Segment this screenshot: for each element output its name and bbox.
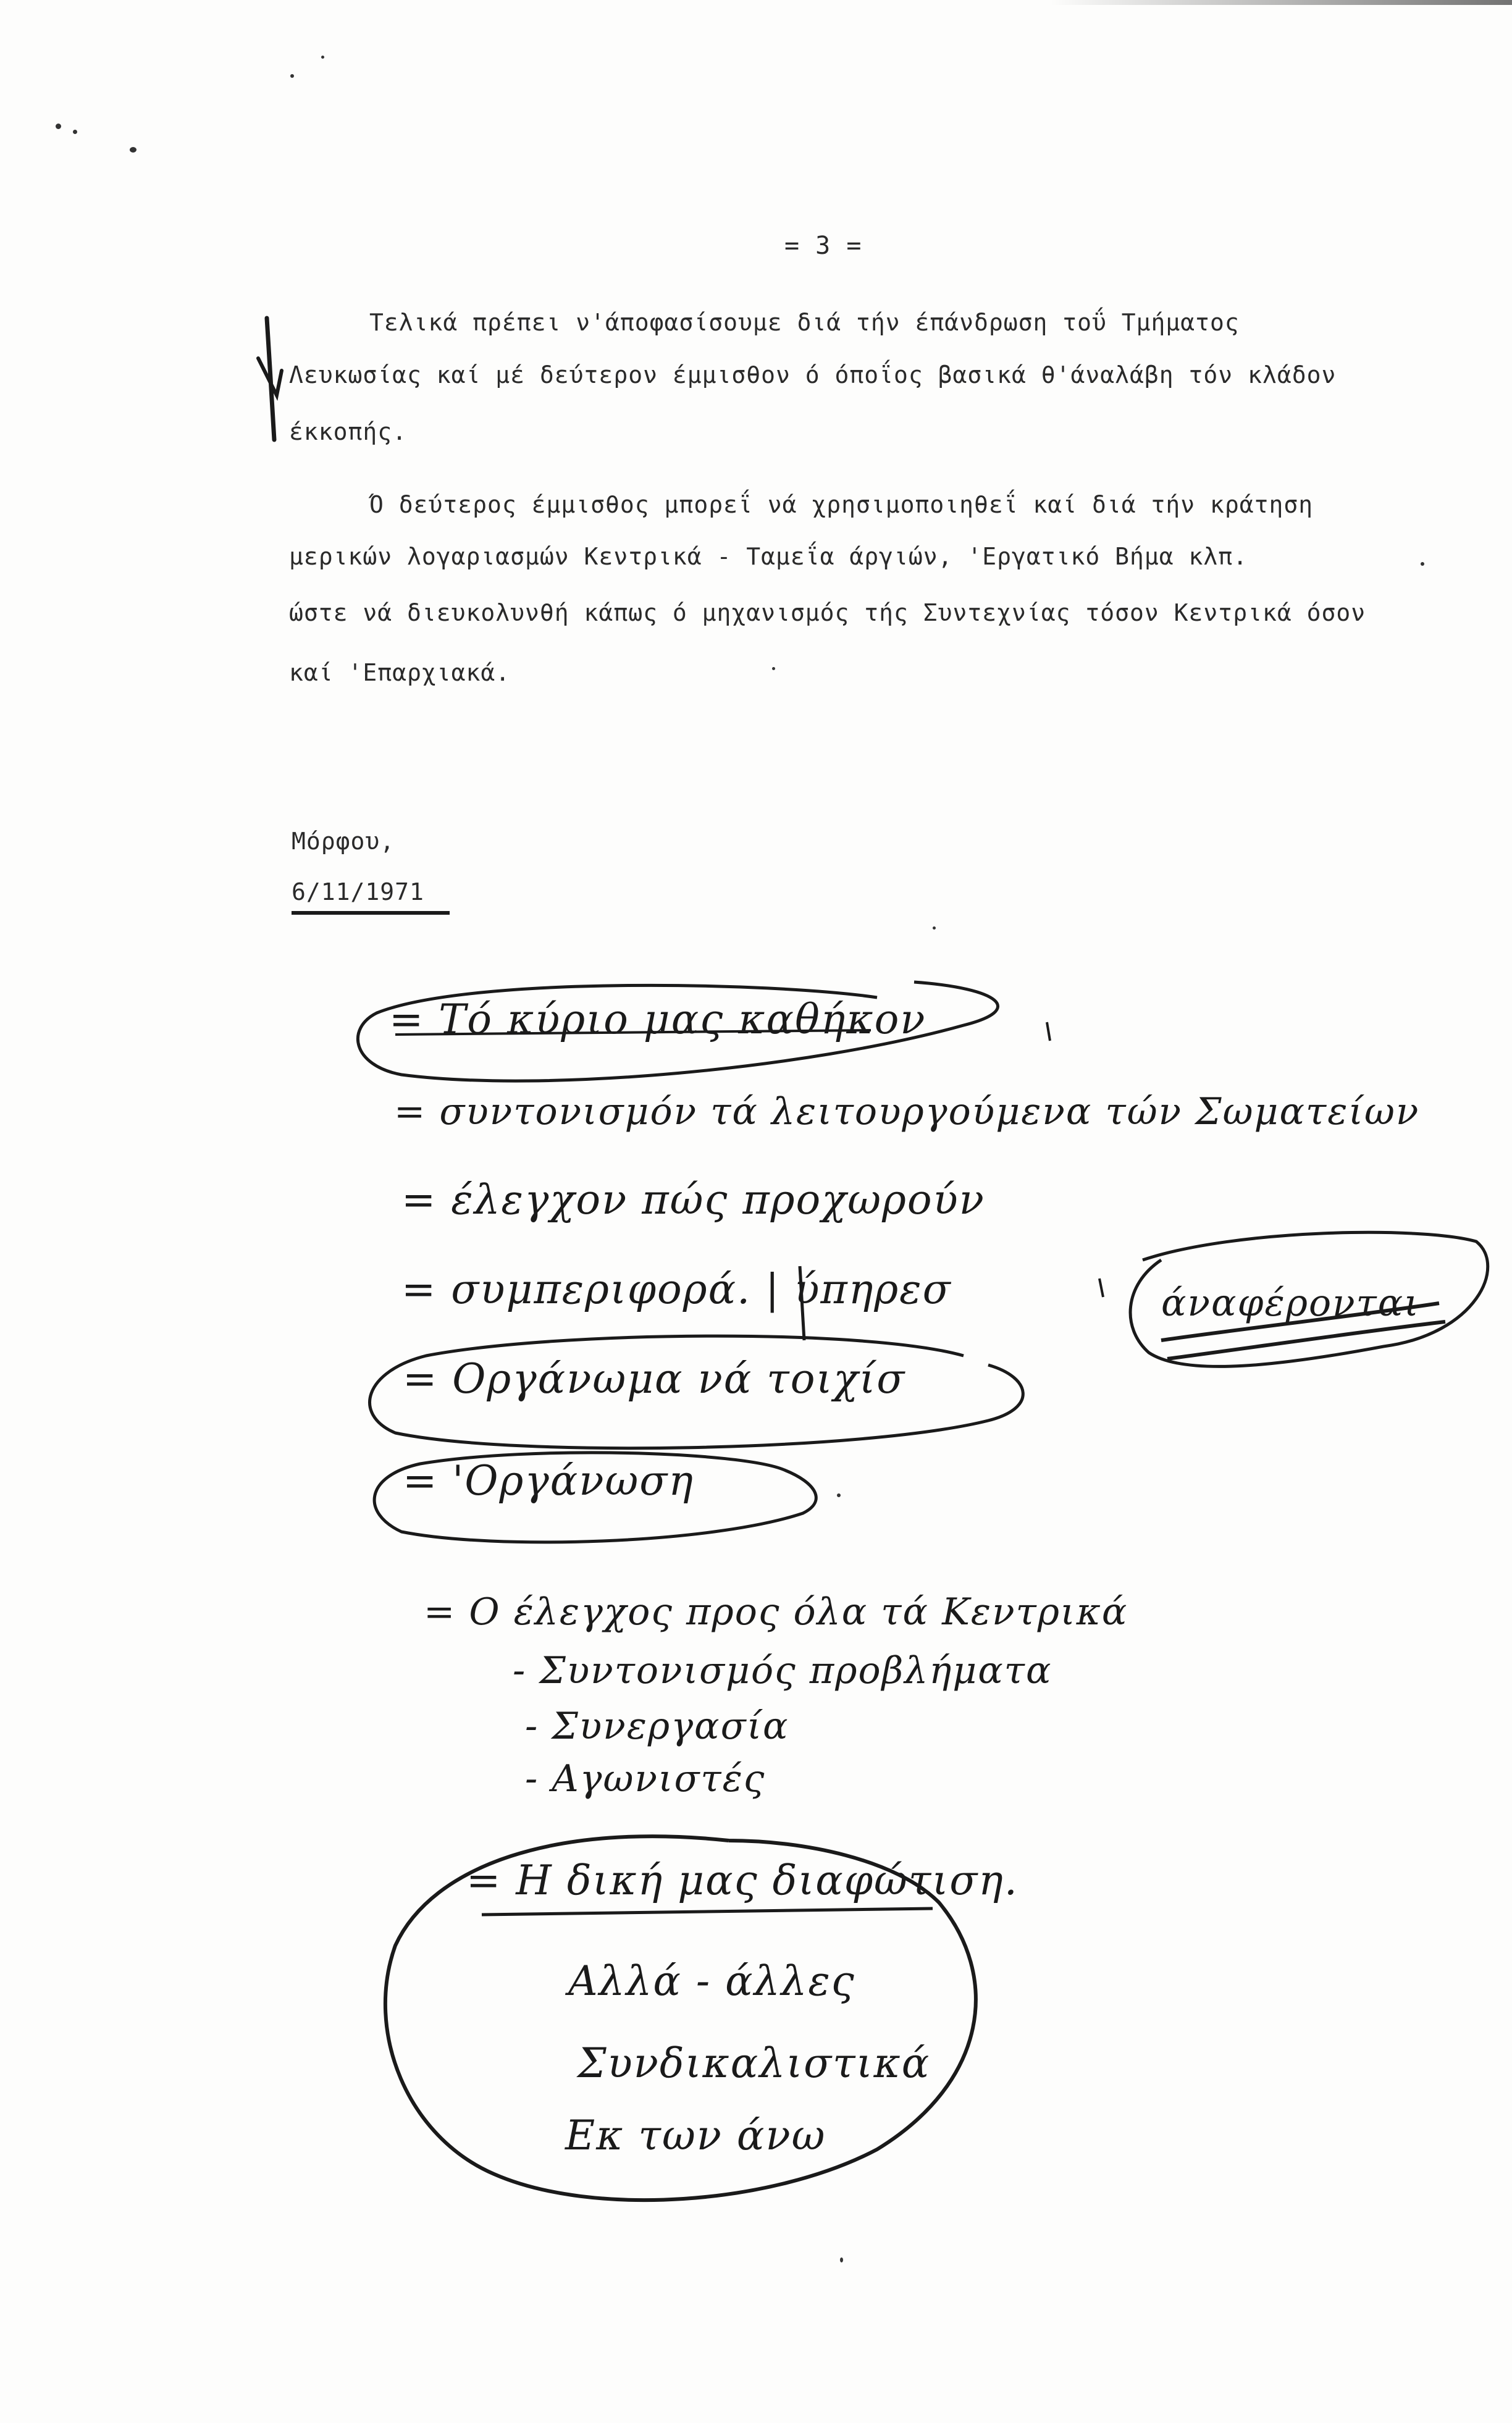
handwritten-note-sub-coordination: - Συντονισμός προβλήματα — [513, 1649, 1052, 1692]
handwritten-note-organising: = Οργάνωμα νά τοιχίσ — [403, 1355, 906, 1403]
paragraph-1-line-3: έκκοπής. — [289, 418, 408, 445]
handwritten-note-main-duty: = Τό κύριο μας καθήκον — [389, 996, 926, 1043]
scan-speck — [73, 130, 77, 134]
tick-mark — [1099, 1279, 1103, 1297]
scan-speck — [321, 56, 324, 59]
handwritten-note-check-progress: = έλεγχον πώς προχωρούν — [401, 1176, 985, 1224]
handwritten-note-reports: άναφέρονται — [1161, 1282, 1420, 1325]
margin-bracket-mark — [258, 358, 282, 395]
scan-speck — [772, 667, 775, 670]
scan-speck — [933, 926, 936, 930]
page-number: = 3 = — [784, 232, 862, 260]
paragraph-2-line-2: μερικών λογαριασμών Κεντρικά - Ταμεΐα άργιών, 'Εργατικό Βήμα κλπ. — [289, 543, 1248, 570]
margin-bracket-mark — [267, 318, 274, 440]
handwritten-note-organisation: = 'Οργάνωση — [403, 1457, 694, 1505]
paragraph-2-line-4: καί 'Επαρχιακά. — [289, 659, 511, 686]
paragraph-2-line-3: ώστε νά διευκολυνθή κάπως ό μηχανισμός τής Συντεχνίας τόσον Κεντρικά όσον — [289, 599, 1366, 626]
handwritten-note-central-control: = Ο έλεγχος προς όλα τά Κεντρικά — [424, 1590, 1128, 1634]
scan-speck — [56, 124, 61, 129]
scan-speck — [840, 2257, 843, 2262]
handwritten-note-trade-union: Συνδικαλιστικά — [578, 2039, 931, 2087]
scan-speck — [1421, 562, 1424, 566]
handwritten-note-coordination: = συντονισμόν τά λειτουργούμενα τών Σωματείων — [394, 1090, 1420, 1133]
paragraph-1-line-1: Τελικά πρέπει ν'άποφασίσουμε διά τήν έπάνδρωση τοΰ Τμήματος — [369, 309, 1240, 336]
scan-speck — [837, 1493, 841, 1497]
scan-speck — [130, 147, 136, 153]
paragraph-1-line-2: Λευκωσίας καί μέ δεύτερον έμμισθον ό όποΐος βασικά θ'άναλάβη τόν κλάδον — [289, 361, 1337, 388]
handwritten-note-behaviour: = συμπεριφορά. | ύπηρεσ — [401, 1266, 952, 1313]
double-underline-reports — [1167, 1322, 1445, 1359]
scan-speck — [290, 74, 294, 78]
handwritten-note-others: Αλλά - άλλες — [568, 1957, 855, 2005]
closing-place: Μόρφου, — [292, 828, 395, 855]
handwritten-note-enlightenment: = Η δική μας διαφώτιση. — [466, 1857, 1018, 1904]
tick-mark — [1047, 1022, 1050, 1041]
handwritten-note-sub-fighters: - Αγωνιστές — [525, 1757, 766, 1800]
closing-date: 6/11/1971 — [292, 878, 424, 905]
scan-edge-shadow — [1050, 0, 1512, 5]
handwritten-note-from-above: Εκ των άνω — [565, 2112, 826, 2159]
underline-enlightenment — [482, 1909, 933, 1915]
handwritten-note-sub-cooperation: - Συνεργασία — [525, 1705, 789, 1748]
paragraph-2-line-1: Ό δεύτερος έμμισθος μπορεΐ νά χρησιμοποιηθεΐ καί διά τήν κράτηση — [369, 491, 1314, 518]
